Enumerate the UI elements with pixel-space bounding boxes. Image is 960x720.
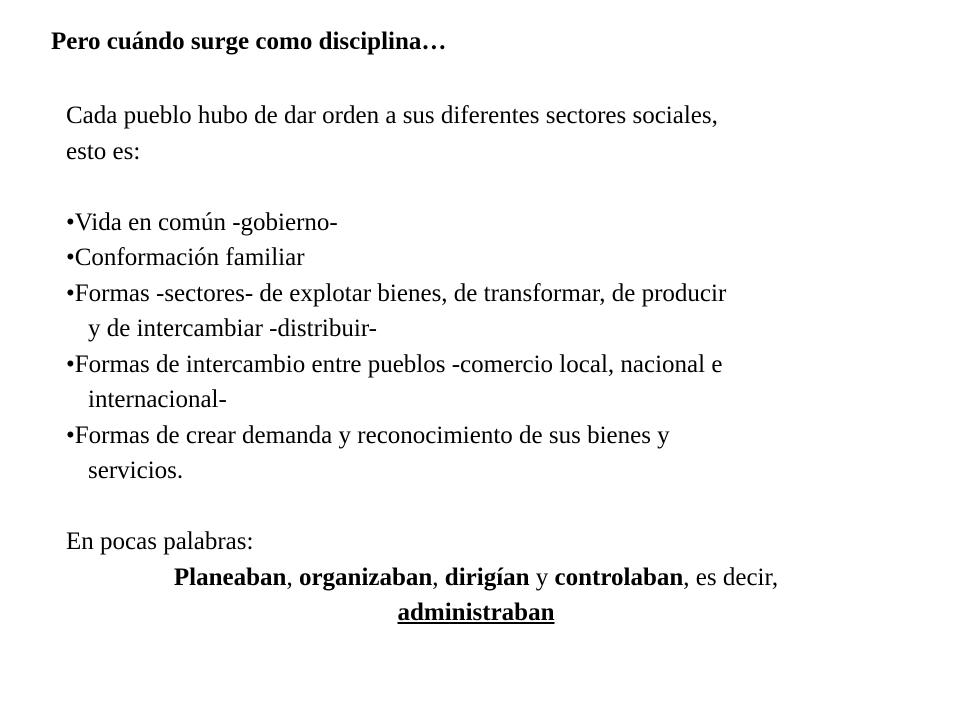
slide-body [66, 98, 926, 631]
spacer [66, 489, 926, 525]
intro-line-2: esto es: [66, 137, 141, 165]
summary-tail: , es decir, [683, 563, 779, 591]
summary-verbs [46, 560, 906, 596]
bullet-item: •Vida en común -gobierno- [66, 208, 338, 236]
summary-lead: En pocas palabras: [66, 528, 254, 555]
verb-organizaban: organizaban [298, 563, 433, 591]
separator: , [286, 563, 299, 591]
spacer [66, 169, 926, 205]
separator: y [529, 563, 555, 591]
bullet-item-continuation: internacional- [88, 386, 227, 413]
separator: , [432, 563, 445, 591]
conclusion-administraban: administraban [397, 599, 555, 626]
intro-line-1: Cada pueblo hubo de dar orden a sus diferentes sectores sociales, [66, 102, 718, 129]
verb-dirigian: dirigían [444, 563, 530, 591]
bullet-item: •Formas de crear demanda y reconocimiento de sus bienes y [66, 421, 670, 449]
slide-title: Pero cuándo surge como disciplina… [51, 28, 447, 55]
verb-controlaban: controlaban [554, 563, 684, 591]
bullet-item: •Formas de intercambio entre pueblos -comercio local, nacional e [66, 350, 723, 378]
bullet-item: •Formas -sectores- de explotar bienes, de transformar, de producir [66, 279, 727, 307]
bullet-item-continuation: servicios. [88, 457, 184, 484]
verb-planeaban: Planeaban [173, 563, 287, 591]
bullet-item-continuation: y de intercambiar -distribuir- [88, 315, 377, 342]
summary-conclusion-line [46, 595, 906, 631]
bullet-item: •Conformación familiar [66, 244, 305, 271]
